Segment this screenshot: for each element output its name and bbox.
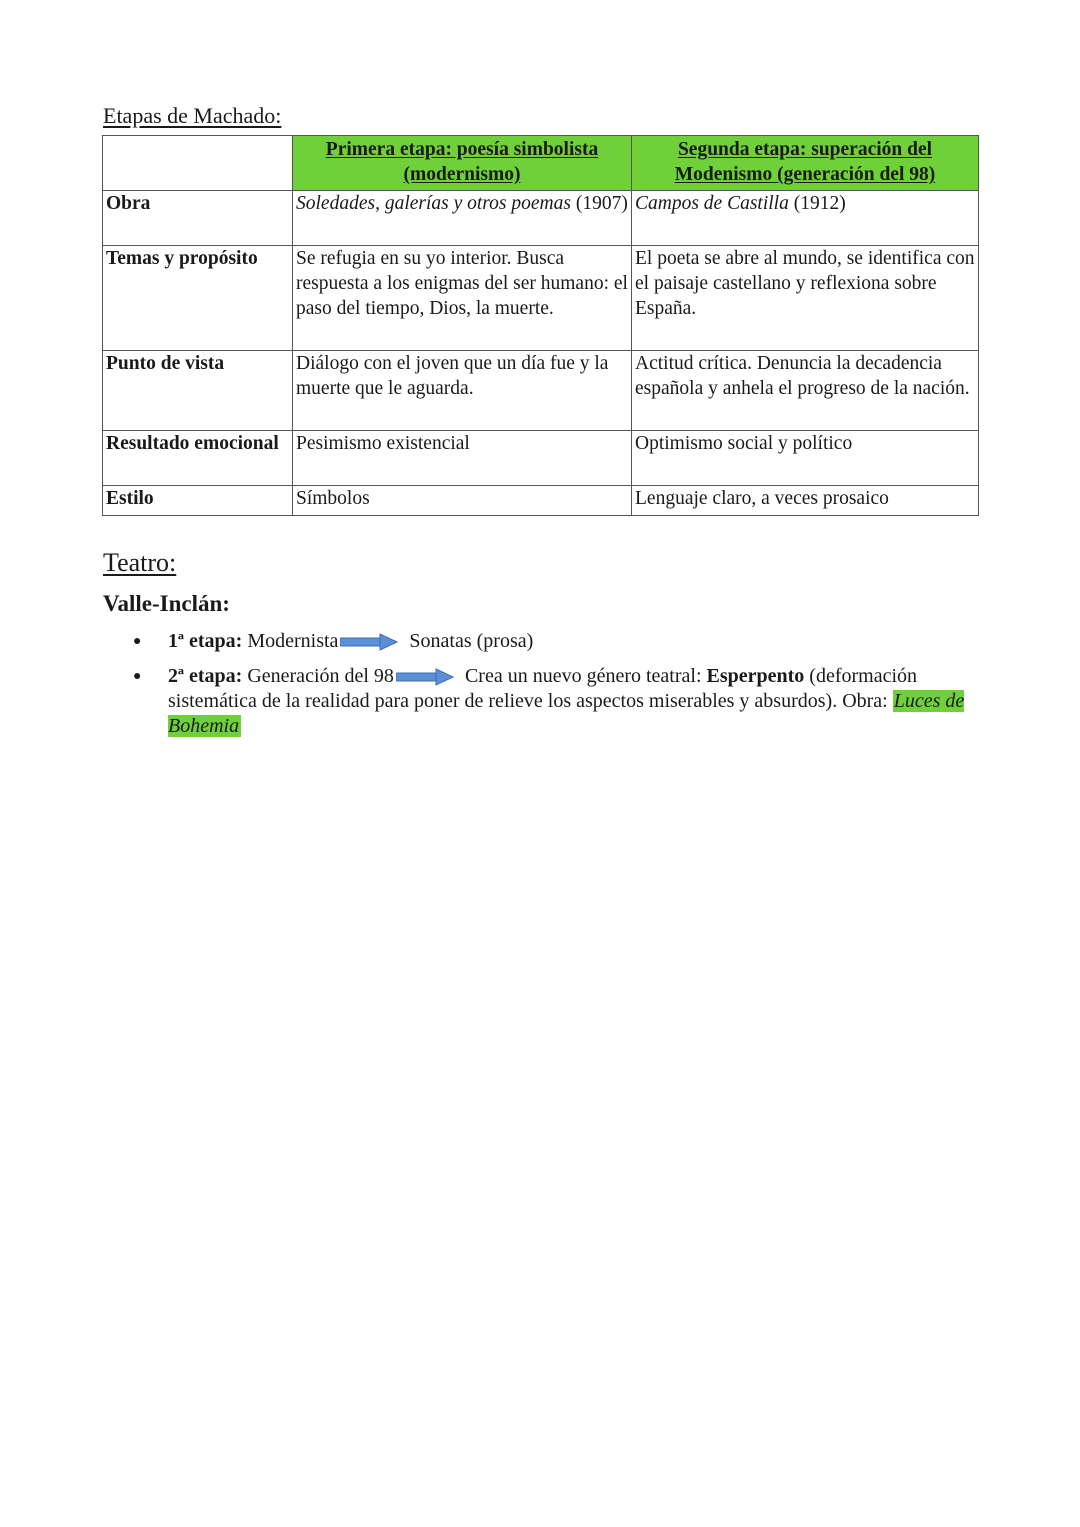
arrow-right-icon <box>396 668 454 686</box>
header-primera-etapa: Primera etapa: poesía simbolista (modernismo) <box>293 136 632 191</box>
obra-primera-title: Soledades, galerías y otros poemas <box>296 193 571 214</box>
esperpento-definition: (deformación sistemática de la realidad para poner de relieve los aspectos miserables y absurdos). Obra: <box>168 665 918 712</box>
table-row <box>103 246 979 351</box>
stage-label: 2ª etapa: <box>168 665 243 687</box>
stage-text: Modernista <box>242 630 339 652</box>
machado-section-title: Etapas de Machado: <box>103 103 282 128</box>
bullet-icon: ● <box>133 634 142 649</box>
cell-punto-primera: Diálogo con el joven que un día fue y la muerte que le aguarda. <box>293 351 632 431</box>
obra-segunda-year: (1912) <box>788 193 846 214</box>
cell-estilo-primera: Símbolos <box>293 486 632 516</box>
header-empty-cell <box>103 136 293 191</box>
cell-punto-segunda: Actitud crítica. Denuncia la decadencia española y anhela el progreso de la nación. <box>632 351 979 431</box>
table-row <box>103 486 979 516</box>
bullet-icon: ● <box>133 669 142 684</box>
table-row <box>103 351 979 431</box>
obra-primera-year: (1907) <box>570 193 628 214</box>
stage-label: 1ª etapa: <box>168 630 243 652</box>
cell-resultado-primera: Pesimismo existencial <box>293 431 632 486</box>
arrow-right-icon <box>340 633 398 651</box>
cell-obra-primera <box>293 191 632 246</box>
machado-stages-table <box>102 135 979 516</box>
stage-text: Generación del 98 <box>242 665 394 687</box>
list-item <box>103 629 983 654</box>
cell-temas-primera: Se refugia en su yo interior. Busca respuesta a los enigmas del ser humano: el paso del tiempo, Dios, la muerte. <box>293 246 632 351</box>
cell-obra-segunda <box>632 191 979 246</box>
row-label-obra: Obra <box>103 191 293 246</box>
table-row <box>103 431 979 486</box>
obra-segunda-title: Campos de Castilla <box>635 193 789 214</box>
cell-resultado-segunda: Optimismo social y político <box>632 431 979 486</box>
row-label-estilo: Estilo <box>103 486 293 516</box>
row-label-temas: Temas y propósito <box>103 246 293 351</box>
valle-inclan-heading: Valle-Inclán: <box>103 591 230 616</box>
teatro-section-title: Teatro: <box>103 548 177 577</box>
list-item <box>103 664 983 739</box>
row-label-resultado: Resultado emocional <box>103 431 293 486</box>
esperpento-term: Esperpento <box>706 665 805 687</box>
header-segunda-etapa: Segunda etapa: superación del Modenismo (generación del 98) <box>632 136 979 191</box>
highlighted-work-title: Luces de Bohemia <box>168 690 965 737</box>
cell-estilo-segunda: Lenguaje claro, a veces prosaico <box>632 486 979 516</box>
stage-result: Crea un nuevo género teatral: <box>459 665 707 687</box>
table-header-row <box>103 136 979 191</box>
valle-inclan-stages-list <box>103 629 983 749</box>
cell-temas-segunda: El poeta se abre al mundo, se identifica con el paisaje castellano y reflexiona sobre España. <box>632 246 979 351</box>
stage-result: Sonatas (prosa) <box>404 630 534 652</box>
row-label-punto-de-vista: Punto de vista <box>103 351 293 431</box>
table-row <box>103 191 979 246</box>
